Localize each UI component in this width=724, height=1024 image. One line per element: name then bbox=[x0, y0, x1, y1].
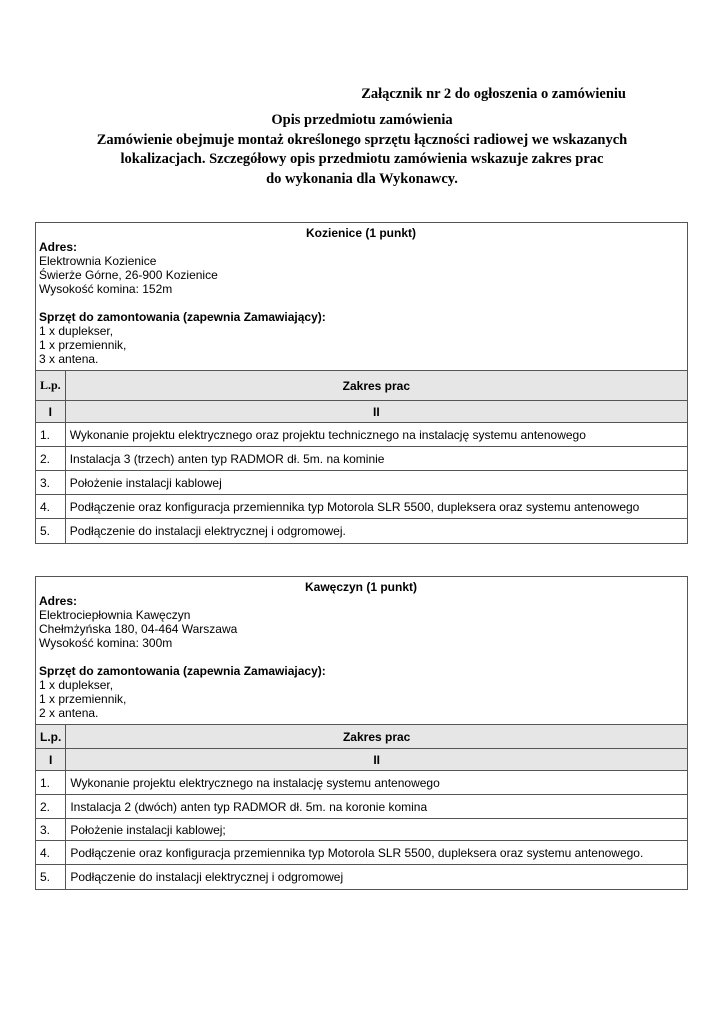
row-text: Położenie instalacji kablowej; bbox=[66, 819, 687, 841]
row-text: Podłączenie oraz konfiguracja przemiennika typ Motorola SLR 5500, dupleksera oraz systemu antenowego bbox=[65, 495, 687, 519]
description-block bbox=[60, 111, 664, 189]
address-line: Chełmżyńska 180, 04-464 Warszawa bbox=[39, 622, 238, 636]
description-line: Zamówienie obejmuje montaż określonego sprzętu łączności radiowej we wskazanych bbox=[96, 131, 628, 148]
address-line: Elektrociepłownia Kawęczyn bbox=[39, 608, 191, 622]
section-title: Kawęczyn (1 punkt) bbox=[304, 580, 418, 594]
row-number: 3. bbox=[36, 819, 66, 841]
address-label: Adres: bbox=[39, 594, 78, 608]
row-number: 4. bbox=[36, 841, 66, 865]
scope-table bbox=[36, 724, 687, 889]
address-label: Adres: bbox=[39, 240, 78, 254]
description-heading: Opis przedmiotu zamówienia bbox=[271, 112, 453, 128]
roman-1: I bbox=[36, 401, 65, 423]
table-row bbox=[36, 519, 687, 543]
lp-header: L.p. bbox=[36, 725, 66, 749]
row-text: Instalacja 3 (trzech) anten typ RADMOR dł. 5m. na kominie bbox=[65, 447, 687, 471]
row-text: Podłączenie oraz konfiguracja przemiennika typ Motorola SLR 5500, dupleksera oraz systemu antenowego. bbox=[66, 841, 687, 865]
location-section-kaweczyn bbox=[35, 576, 688, 890]
row-text: Wykonanie projektu elektrycznego na instalację systemu antenowego bbox=[66, 771, 687, 795]
roman-2: II bbox=[66, 749, 687, 771]
table-row bbox=[36, 819, 687, 841]
row-number: 5. bbox=[36, 519, 65, 543]
equipment-line: 3 x antena. bbox=[39, 352, 99, 366]
attachment-title: Załącznik nr 2 do ogłoszenia o zamówieniu bbox=[361, 86, 626, 102]
row-number: 2. bbox=[36, 447, 65, 471]
row-number: 3. bbox=[36, 471, 65, 495]
equipment-label: Sprzęt do zamontowania (zapewnia Zamawiający): bbox=[39, 310, 326, 324]
table-row bbox=[36, 771, 687, 795]
equipment-line: 1 x przemiennik, bbox=[39, 692, 127, 706]
lp-header: L.p. bbox=[36, 371, 65, 401]
row-text: Instalacja 2 (dwóch) anten typ RADMOR dł. 5m. na koronie komina bbox=[66, 795, 687, 819]
table-row bbox=[36, 841, 687, 865]
table-row bbox=[36, 795, 687, 819]
equipment-line: 2 x antena. bbox=[39, 706, 99, 720]
equipment-line: 1 x przemiennik, bbox=[39, 338, 127, 352]
row-text: Podłączenie do instalacji elektrycznej i odgromowej. bbox=[65, 519, 687, 543]
scope-header: Zakres prac bbox=[65, 371, 687, 401]
table-row bbox=[36, 865, 687, 889]
roman-row bbox=[36, 401, 687, 423]
row-text: Wykonanie projektu elektrycznego oraz projektu technicznego na instalację systemu antenowego bbox=[65, 423, 687, 447]
scope-header: Zakres prac bbox=[66, 725, 687, 749]
equipment-line: 1 x duplekser, bbox=[39, 324, 114, 338]
table-row bbox=[36, 423, 687, 447]
section-header bbox=[36, 577, 687, 724]
equipment-line: 1 x duplekser, bbox=[39, 678, 114, 692]
row-number: 5. bbox=[36, 865, 66, 889]
roman-row bbox=[36, 749, 687, 771]
equipment-label: Sprzęt do zamontowania (zapewnia Zamawiajacy): bbox=[39, 664, 326, 678]
row-number: 2. bbox=[36, 795, 66, 819]
description-line: lokalizacjach. Szczegółowy opis przedmiotu zamówienia wskazuje zakres prac bbox=[120, 151, 604, 167]
table-row bbox=[36, 447, 687, 471]
row-number: 4. bbox=[36, 495, 65, 519]
table-row bbox=[36, 495, 687, 519]
row-text: Podłączenie do instalacji elektrycznej i odgromowej bbox=[66, 865, 687, 889]
row-number: 1. bbox=[36, 423, 65, 447]
roman-1: I bbox=[36, 749, 66, 771]
row-number: 1. bbox=[36, 771, 66, 795]
address-line: Wysokość komina: 300m bbox=[39, 636, 173, 650]
table-row bbox=[36, 471, 687, 495]
address-line: Świerże Górne, 26-900 Kozienice bbox=[39, 268, 218, 282]
location-section-kozienice bbox=[35, 222, 688, 544]
address-line: Elektrownia Kozienice bbox=[39, 254, 157, 268]
section-header bbox=[36, 223, 687, 370]
row-text: Położenie instalacji kablowej bbox=[65, 471, 687, 495]
address-line: Wysokość komina: 152m bbox=[39, 282, 173, 296]
roman-2: II bbox=[65, 401, 687, 423]
scope-table bbox=[36, 370, 687, 543]
table-header-row bbox=[36, 725, 687, 749]
description-line: do wykonania dla Wykonawcy. bbox=[266, 170, 458, 187]
table-header-row bbox=[36, 371, 687, 401]
section-title: Kozienice (1 punkt) bbox=[305, 226, 416, 240]
